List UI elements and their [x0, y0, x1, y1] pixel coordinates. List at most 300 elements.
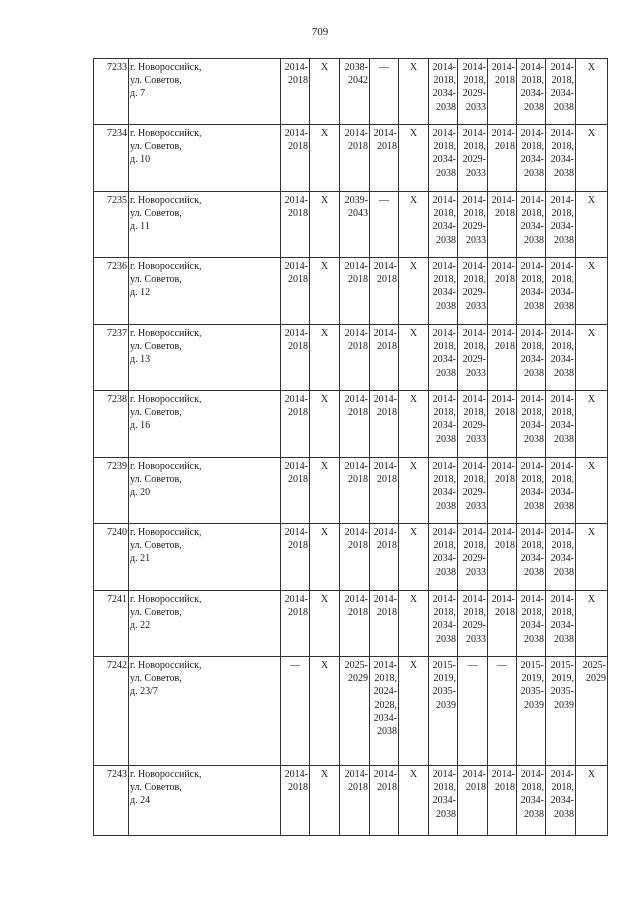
period-text: X — [587, 527, 596, 538]
period-text: 2018 — [348, 141, 368, 153]
period-text: 2018, — [551, 782, 574, 794]
period-text: 2025- — [344, 660, 368, 671]
period-cell — [488, 125, 517, 192]
address-cell — [129, 125, 281, 192]
period-text: 2018 — [348, 540, 368, 552]
address-cell — [129, 391, 281, 458]
period-text: 2033 — [466, 101, 486, 113]
period-cell — [370, 391, 399, 458]
period-cell — [576, 391, 608, 458]
period-cell — [429, 59, 458, 125]
period-cell — [517, 591, 546, 657]
row-number: 7236 — [94, 258, 129, 325]
period-text: 2018, — [521, 782, 544, 794]
period-cell — [576, 258, 608, 325]
period-text: 2019, — [551, 673, 574, 685]
period-text: 2029- — [462, 154, 486, 166]
table-row — [94, 391, 608, 458]
period-cell — [399, 657, 429, 766]
period-text: 2038 — [436, 167, 456, 179]
period-text: X — [320, 328, 329, 339]
period-text: 2018 — [466, 782, 486, 794]
period-text: 2014- — [344, 128, 368, 139]
address-line: ул. Советов, — [130, 474, 182, 486]
period-cell — [458, 766, 488, 836]
period-text: 2014- — [284, 195, 308, 206]
period-text: 2014- — [344, 769, 368, 780]
period-cell — [576, 591, 608, 657]
period-text: 2014- — [373, 261, 397, 272]
period-text: — — [379, 195, 389, 206]
period-text: 2038 — [554, 433, 574, 445]
period-cell — [281, 258, 310, 325]
period-text: 2034- — [520, 154, 544, 166]
period-text: 2018, — [433, 141, 456, 153]
period-cell — [310, 59, 340, 125]
period-text: 2018, — [551, 540, 574, 552]
period-text: 2018 — [495, 274, 515, 286]
period-text: 2014- — [550, 328, 574, 339]
period-text: 2018 — [288, 274, 308, 286]
period-text: 2018, — [463, 540, 486, 552]
address-line: г. Новороссийск, — [130, 394, 202, 405]
period-text: 2029- — [462, 420, 486, 432]
address-line: д. 20 — [130, 487, 151, 499]
period-text: 2018 — [348, 274, 368, 286]
period-text: 2034- — [550, 795, 574, 807]
period-text: 2014- — [462, 461, 486, 472]
period-text: 2014- — [550, 128, 574, 139]
period-text: 2014- — [462, 62, 486, 73]
period-text: 2014- — [284, 128, 308, 139]
period-cell — [340, 325, 370, 391]
period-cell — [576, 458, 608, 524]
period-text: 2018, — [433, 75, 456, 87]
period-text: 2034- — [550, 287, 574, 299]
period-cell — [576, 325, 608, 391]
period-cell — [429, 458, 458, 524]
period-text: 2014- — [373, 660, 397, 671]
period-text: X — [320, 394, 329, 405]
address-cell — [129, 657, 281, 766]
period-text: 2014- — [491, 461, 515, 472]
period-text: X — [409, 461, 418, 472]
period-text: 2018, — [433, 540, 456, 552]
period-text: 2018 — [495, 341, 515, 353]
period-text: 2014- — [432, 527, 456, 538]
period-text: 2018, — [433, 607, 456, 619]
period-text: 2014- — [344, 394, 368, 405]
period-text: 2014- — [550, 195, 574, 206]
period-cell — [429, 325, 458, 391]
period-text: 2014- — [491, 394, 515, 405]
period-text: X — [409, 62, 418, 73]
address-line: д. 23/7 — [130, 686, 158, 698]
address-line: д. 21 — [130, 553, 151, 565]
period-text: X — [409, 128, 418, 139]
period-text: 2018 — [348, 407, 368, 419]
period-cell — [281, 325, 310, 391]
period-text: 2014- — [373, 769, 397, 780]
row-number: 7239 — [94, 458, 129, 524]
period-cell — [488, 766, 517, 836]
period-cell — [429, 192, 458, 258]
period-cell — [310, 192, 340, 258]
address-line: д. 24 — [130, 795, 151, 807]
period-text: 2018, — [463, 607, 486, 619]
period-cell — [340, 766, 370, 836]
period-text: 2034- — [373, 712, 397, 724]
period-text: 2039- — [344, 195, 368, 206]
period-text: 2014- — [491, 195, 515, 206]
period-text: 2014- — [284, 461, 308, 472]
period-text: 2018 — [288, 607, 308, 619]
period-cell — [370, 524, 399, 591]
address-line: ул. Советов, — [130, 407, 182, 419]
period-text: 2014- — [550, 62, 574, 73]
period-text: 2018, — [521, 208, 544, 220]
period-text: 2034- — [550, 354, 574, 366]
period-text: 2019, — [521, 673, 544, 685]
period-cell — [399, 192, 429, 258]
period-text: 2014- — [550, 594, 574, 605]
table-row — [94, 125, 608, 192]
period-text: 2033 — [466, 300, 486, 312]
period-text: 2018, — [463, 141, 486, 153]
period-text: X — [320, 594, 329, 605]
period-text: 2014- — [520, 527, 544, 538]
period-text: 2029- — [462, 487, 486, 499]
period-text: 2034- — [550, 154, 574, 166]
period-text: 2034- — [520, 420, 544, 432]
period-cell — [340, 391, 370, 458]
period-text: X — [587, 62, 596, 73]
period-text: 2018, — [521, 75, 544, 87]
period-text: 2029 — [348, 673, 368, 685]
period-text: X — [587, 128, 596, 139]
period-text: 2018, — [551, 474, 574, 486]
period-text: 2034- — [432, 553, 456, 565]
period-text: 2014- — [432, 195, 456, 206]
period-text: 2014- — [432, 594, 456, 605]
period-text: 2014- — [432, 394, 456, 405]
period-text: 2038 — [524, 367, 544, 379]
period-text: 2014- — [344, 527, 368, 538]
address-line: г. Новороссийск, — [130, 261, 202, 272]
period-text: 2034- — [520, 354, 544, 366]
table-row — [94, 657, 608, 766]
period-text: 2018, — [374, 673, 397, 685]
period-cell — [399, 258, 429, 325]
period-text: 2029- — [462, 221, 486, 233]
period-cell — [370, 125, 399, 192]
period-cell — [458, 59, 488, 125]
period-text: 2033 — [466, 566, 486, 578]
period-cell — [576, 766, 608, 836]
period-cell — [340, 59, 370, 125]
period-cell — [458, 524, 488, 591]
period-text: 2033 — [466, 367, 486, 379]
address-cell — [129, 258, 281, 325]
period-cell — [429, 524, 458, 591]
period-text: 2038 — [436, 633, 456, 645]
period-cell — [340, 591, 370, 657]
period-text: — — [379, 62, 389, 73]
period-text: 2014- — [520, 261, 544, 272]
period-text: 2018 — [377, 474, 397, 486]
period-cell — [458, 192, 488, 258]
period-cell — [281, 59, 310, 125]
period-cell — [429, 591, 458, 657]
period-text: 2038 — [554, 566, 574, 578]
period-text: 2015- — [520, 660, 544, 671]
period-cell — [458, 125, 488, 192]
period-text: 2029- — [462, 553, 486, 565]
address-line: ул. Советов, — [130, 341, 182, 353]
period-cell — [310, 591, 340, 657]
period-cell — [488, 458, 517, 524]
period-text: 2014- — [550, 461, 574, 472]
period-text: 2014- — [520, 328, 544, 339]
period-cell — [281, 125, 310, 192]
period-text: 2018, — [521, 474, 544, 486]
address-line: г. Новороссийск, — [130, 527, 202, 538]
period-text: 2034- — [432, 154, 456, 166]
period-text: 2018 — [288, 141, 308, 153]
address-line: г. Новороссийск, — [130, 195, 202, 206]
address-cell — [129, 325, 281, 391]
period-text: X — [409, 594, 418, 605]
period-cell — [310, 524, 340, 591]
period-text: 2033 — [466, 234, 486, 246]
period-cell — [340, 258, 370, 325]
table-row — [94, 192, 608, 258]
period-cell — [281, 657, 310, 766]
period-text: 2014- — [432, 328, 456, 339]
period-cell — [517, 325, 546, 391]
period-cell — [340, 657, 370, 766]
period-cell — [488, 657, 517, 766]
period-text: 2018, — [433, 407, 456, 419]
row-number: 7238 — [94, 391, 129, 458]
period-text: X — [409, 527, 418, 538]
period-text: 2038 — [524, 101, 544, 113]
period-text: — — [290, 660, 300, 671]
period-text: 2034- — [520, 795, 544, 807]
period-text: 2018, — [463, 274, 486, 286]
period-text: 2018, — [463, 208, 486, 220]
period-text: X — [409, 769, 418, 780]
row-number: 7233 — [94, 59, 129, 125]
period-cell — [370, 258, 399, 325]
period-text: 2014- — [284, 62, 308, 73]
period-cell — [546, 458, 576, 524]
period-cell — [370, 192, 399, 258]
period-text: 2014- — [462, 195, 486, 206]
period-cell — [576, 524, 608, 591]
period-text: 2038 — [554, 167, 574, 179]
address-line: г. Новороссийск, — [130, 328, 202, 339]
period-text: 2018 — [377, 141, 397, 153]
period-text: 2014- — [462, 328, 486, 339]
period-text: 2014- — [284, 394, 308, 405]
period-text: 2014- — [462, 128, 486, 139]
period-cell — [546, 59, 576, 125]
period-text: 2018 — [495, 208, 515, 220]
period-text: 2014- — [432, 769, 456, 780]
period-cell — [517, 524, 546, 591]
period-cell — [370, 458, 399, 524]
period-text: 2029- — [462, 354, 486, 366]
period-cell — [370, 59, 399, 125]
period-cell — [517, 391, 546, 458]
period-text: 2034- — [432, 221, 456, 233]
row-number: 7234 — [94, 125, 129, 192]
address-line: д. 12 — [130, 287, 151, 299]
period-text: 2018 — [348, 782, 368, 794]
period-text: 2034- — [432, 88, 456, 100]
period-cell — [546, 125, 576, 192]
period-text: X — [587, 394, 596, 405]
period-text: — — [467, 660, 478, 671]
period-text: 2038 — [436, 566, 456, 578]
period-text: 2018, — [551, 208, 574, 220]
period-cell — [399, 391, 429, 458]
period-cell — [546, 192, 576, 258]
period-text: 2018 — [377, 607, 397, 619]
period-text: 2018 — [288, 208, 308, 220]
period-text: 2038 — [436, 500, 456, 512]
period-text: 2033 — [466, 433, 486, 445]
period-text: X — [409, 195, 418, 206]
period-text: 2033 — [466, 500, 486, 512]
address-line: ул. Советов, — [130, 607, 182, 619]
period-text: 2014- — [550, 769, 574, 780]
period-text: 2014- — [373, 328, 397, 339]
period-text: 2014- — [491, 594, 515, 605]
period-text: 2014- — [373, 128, 397, 139]
table-row — [94, 325, 608, 391]
address-cell — [129, 766, 281, 836]
period-text: 2014- — [462, 527, 486, 538]
period-text: 2018, — [521, 141, 544, 153]
period-text: 2034- — [550, 553, 574, 565]
period-cell — [399, 524, 429, 591]
period-cell — [399, 458, 429, 524]
period-cell — [488, 325, 517, 391]
address-cell — [129, 59, 281, 125]
period-text: 2018 — [377, 407, 397, 419]
period-cell — [517, 657, 546, 766]
address-cell — [129, 591, 281, 657]
table-row — [94, 766, 608, 836]
period-text: 2038 — [436, 367, 456, 379]
period-text: X — [587, 261, 596, 272]
period-text: 2014- — [462, 769, 486, 780]
address-line: ул. Советов, — [130, 540, 182, 552]
address-line: ул. Советов, — [130, 141, 182, 153]
period-text: 2034- — [432, 354, 456, 366]
period-text: 2033 — [466, 167, 486, 179]
period-text: 2018 — [288, 540, 308, 552]
period-text: 2038 — [554, 300, 574, 312]
period-cell — [517, 192, 546, 258]
period-cell — [576, 125, 608, 192]
period-text: 2038 — [524, 433, 544, 445]
period-cell — [370, 325, 399, 391]
address-cell — [129, 458, 281, 524]
period-text: 2014- — [284, 769, 308, 780]
period-cell — [576, 657, 608, 766]
period-cell — [399, 59, 429, 125]
address-line: ул. Советов, — [130, 75, 182, 87]
period-cell — [488, 391, 517, 458]
period-cell — [310, 657, 340, 766]
period-text: 2035- — [520, 686, 544, 698]
period-cell — [310, 766, 340, 836]
period-text: 2038 — [524, 167, 544, 179]
period-text: 2038 — [436, 808, 456, 820]
period-cell — [546, 325, 576, 391]
period-text: 2038 — [554, 101, 574, 113]
period-text: X — [320, 769, 329, 780]
period-text: X — [587, 769, 596, 780]
period-text: 2038 — [436, 101, 456, 113]
row-number: 7237 — [94, 325, 129, 391]
period-cell — [399, 325, 429, 391]
address-line: г. Новороссийск, — [130, 660, 202, 671]
period-cell — [340, 192, 370, 258]
period-text: 2014- — [491, 769, 515, 780]
schedule-table — [93, 58, 608, 836]
period-cell — [458, 458, 488, 524]
period-text: 2018 — [288, 407, 308, 419]
period-text: X — [409, 394, 418, 405]
period-text: 2038 — [524, 500, 544, 512]
period-cell — [429, 657, 458, 766]
period-text: 2029- — [462, 88, 486, 100]
period-text: — — [497, 660, 507, 671]
period-cell — [546, 657, 576, 766]
period-text: 2018, — [463, 407, 486, 419]
period-text: X — [320, 128, 329, 139]
period-text: 2033 — [466, 633, 486, 645]
period-text: 2018, — [521, 274, 544, 286]
address-line: г. Новороссийск, — [130, 128, 202, 139]
period-text: 2014- — [432, 461, 456, 472]
period-text: 2034- — [432, 795, 456, 807]
period-text: 2018, — [463, 474, 486, 486]
period-text: 2014- — [520, 195, 544, 206]
row-number: 7242 — [94, 657, 129, 766]
period-cell — [281, 591, 310, 657]
period-text: 2014- — [520, 394, 544, 405]
period-text: 2029 — [586, 673, 606, 685]
period-text: 2018, — [551, 607, 574, 619]
period-cell — [310, 458, 340, 524]
period-text: 2018 — [377, 782, 397, 794]
period-text: 2038- — [344, 62, 368, 73]
period-text: 2015- — [432, 660, 456, 671]
period-text: 2038 — [554, 633, 574, 645]
period-text: 2038 — [524, 633, 544, 645]
period-text: 2034- — [520, 620, 544, 632]
period-text: 2018 — [348, 474, 368, 486]
period-text: 2034- — [432, 287, 456, 299]
period-text: 2014- — [491, 128, 515, 139]
period-cell — [340, 458, 370, 524]
period-cell — [310, 391, 340, 458]
